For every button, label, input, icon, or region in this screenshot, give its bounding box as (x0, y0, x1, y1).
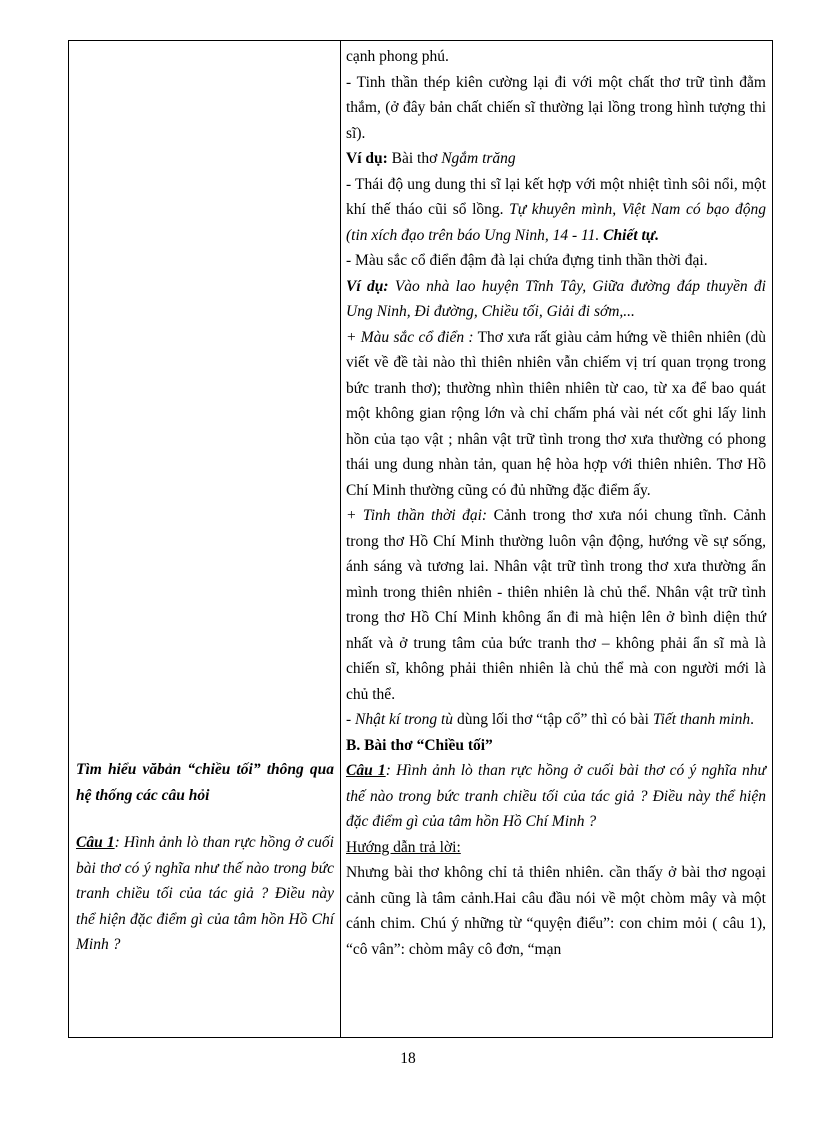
paragraph-7-end: . (750, 711, 755, 728)
paragraph-5 (346, 325, 766, 504)
section-b-title: B. Bài thơ “Chiều tối” (346, 736, 493, 754)
right-q1-label: Câu 1 (346, 762, 386, 779)
paragraph-7 (346, 707, 766, 733)
paragraph-6 (346, 503, 766, 707)
paragraph-7-title: Tiết thanh minh (652, 711, 751, 728)
answer-text: Nhưng bài thơ không chỉ tả thiên nhiên. cần thấy ở bài thơ ngoại cảnh cũng là tâm cảnh.Hai câu đầu nói về một chòm mây và một cánh chim. Chú ý những từ “quyện điểu”: con chim mỏi ( câu 1), “cô vân”: chòm mây cô đơn, “mạn (346, 864, 766, 958)
paragraph-3 (346, 172, 766, 249)
page-number: 18 (400, 1050, 416, 1067)
paragraph-3-bold-italic: Chiết tự. (603, 226, 659, 244)
example-2-label: Ví dụ: (346, 277, 389, 295)
right-q1-text: : Hình ảnh lò than rực hồng ở cuối bài thơ có ý nghĩa như thế nào trong bức tranh chiều tối của tác giả ? Điều này thể hiện đặc điểm gì của tâm hồn Hồ Chí Minh ? (346, 762, 766, 830)
content-table (68, 40, 773, 1038)
paragraph-3-text: - Thái độ ung dung thi sĩ lại kết hợp với một nhiệt tình sôi nổi, một khí thế tháo cũi sổ lồng. (346, 175, 766, 218)
paragraph-5-label: + Màu sắc cổ điển : (346, 328, 474, 346)
paragraph-7-text: dùng lối thơ “tập cổ” thì có bài (453, 711, 653, 728)
left-q1-text: : Hình ảnh lò than rực hồng ở cuối bài thơ có ý nghĩa như thế nào trong bức tranh chiều tối của tác giả ? Điều này thể hiện đặc điểm gì của tâm hồn Hồ Chí Minh ? (76, 834, 334, 953)
paragraph-1: cạnh phong phú. (346, 48, 449, 65)
left-heading: Tìm hiểu văbản “chiều tối” thông qua hệ thống các câu hỏi (76, 761, 334, 804)
right-column (346, 44, 766, 962)
paragraph-5-text: Thơ xưa rất giàu cảm hứng về thiên nhiên (dù viết về đề tài nào thì thiên nhiên vẫn chiếm vị trí quan trọng trong bức tranh thơ); thường nhìn thiên nhiên từ cao, từ xa để bao quát một không gian rộng lớn và chỉ chấm phá vài nét cốt ghi lấy linh hồn của tạo vật ; nhân vật trữ tình trong thơ xưa thường có phong thái ung dung nhàn tản, quan hệ hòa hợp với thiên nhiên. Thơ Hồ Chí Minh thường cũng có đủ những đặc điểm ấy. (346, 328, 766, 499)
paragraph-6-label: + Tinh thần thời đại: (346, 507, 488, 524)
right-question-1 (346, 758, 766, 835)
left-question-1 (76, 830, 334, 958)
paragraph-6-text: Cảnh trong thơ xưa nói chung tĩnh. Cảnh trong thơ Hồ Chí Minh thường luôn vận động, hướng về sự sống, ánh sáng và tương lai. Nhân vật trữ tình trong thơ xưa thường ẩn mình trong thiên nhiên - thiên nhiên là chủ thể. Nhân vật trữ tình trong thơ Hồ Chí Minh không ẩn đi mà hiện lên ở bình diện thứ nhất và ở trung tâm của bức tranh thơ – không phải ẩn sĩ mà là chiến sĩ, không phải thiên nhiên là chủ thể mà con người mới là chủ thể. (346, 507, 766, 703)
paragraph-4: - Màu sắc cổ điển đậm đà lại chứa đựng tinh thần thời đại. (346, 252, 708, 269)
left-column (76, 757, 334, 958)
example-1-text: Bài thơ (387, 150, 442, 167)
example-1 (346, 146, 766, 172)
paragraph-3-italic: Tự khuyên mình, Việt Nam có bạo động (tin xích đạo trên báo Ung Ninh, 14 - 11. (346, 201, 767, 244)
example-1-title: Ngắm trăng (441, 150, 516, 167)
paragraph-7-italic: - Nhật kí trong tù (346, 711, 454, 728)
example-2-text: Vào nhà lao huyện Tĩnh Tây, Giữa đường đáp thuyền đi Ung Ninh, Đi đường, Chiều tối, Giải đi sớm,... (346, 277, 766, 320)
paragraph-2: - Tinh thần thép kiên cường lại đi với một chất thơ trữ tình đằm thắm, (ở đây bản chất chiến sĩ thường lại lồng trong hình tượng thi sĩ). (346, 73, 766, 142)
example-1-label: Ví dụ: (346, 150, 388, 167)
answer-guide-label: Hướng dẫn trả lời: (346, 838, 461, 856)
column-divider (340, 41, 341, 1037)
example-2 (346, 274, 766, 325)
left-q1-label: Câu 1 (76, 834, 115, 851)
